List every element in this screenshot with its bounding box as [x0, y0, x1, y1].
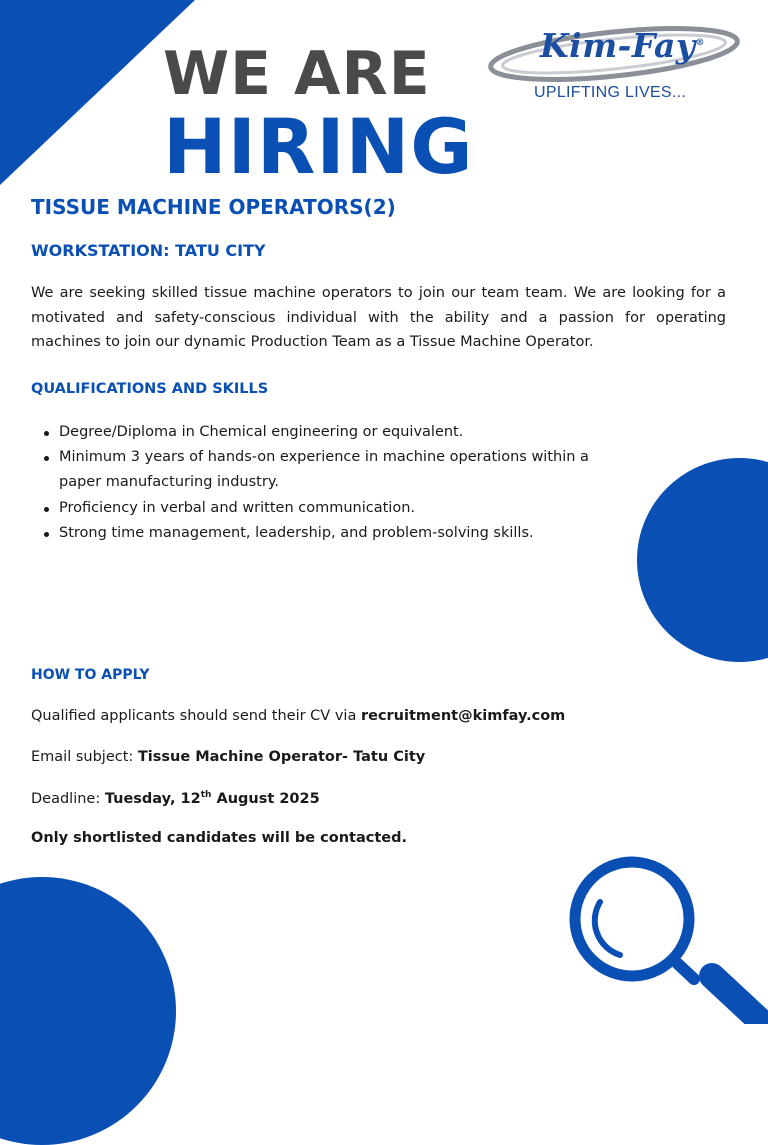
qualifications-list	[36, 420, 616, 546]
list-item	[36, 496, 616, 521]
bullet-dot-icon	[44, 532, 49, 537]
shortlist-note: Only shortlisted candidates will be contacted.	[31, 830, 408, 846]
job-title: TISSUE MACHINE OPERATORS(2)	[31, 195, 396, 219]
list-item-text: Proficiency in verbal and written communication.	[59, 499, 416, 516]
cv-instruction: Qualified applicants should send their CV via recruitment@kimfay.com	[31, 708, 566, 724]
job-intro-paragraph: We are seeking skilled tissue machine operators to join our team team. We are looking for a motivated and safety-conscious individual with the ability and a passion for operating machines to join our dynamic Production Team as a Tissue Machine Operator.	[31, 285, 726, 350]
bullet-dot-icon	[44, 507, 49, 512]
recruitment-email-link[interactable]: recruitment@kimfay.com	[360, 708, 566, 724]
deadline-line: Deadline: Tuesday, 12th August 2025	[31, 790, 320, 807]
workstation-heading: WORKSTATION: TATU CITY	[31, 241, 266, 260]
hero-line-hiring: HIRING	[163, 102, 474, 191]
email-subject-value: Tissue Machine Operator- Tatu City	[137, 749, 426, 765]
bullet-dot-icon	[44, 431, 49, 436]
deadline-value: Tuesday, 12th August 2025	[104, 790, 320, 807]
list-item	[36, 445, 616, 495]
list-item	[36, 420, 616, 445]
qualifications-heading: QUALIFICATIONS AND SKILLS	[31, 381, 269, 397]
company-logo	[486, 22, 742, 108]
magnifying-glass-icon	[560, 852, 768, 1024]
logo-tagline: UPLIFTING LIVES...	[534, 84, 687, 101]
list-item	[36, 521, 616, 546]
bullet-dot-icon	[44, 456, 49, 461]
bottom-circle-decoration	[0, 877, 176, 1145]
right-circle-decoration	[637, 458, 768, 662]
logo-wordmark: Kim-Fay®	[540, 26, 706, 65]
hero-line-we-are: WE ARE	[163, 39, 431, 109]
list-item-text: Strong time management, leadership, and problem-solving skills.	[59, 524, 534, 541]
list-item-text: Degree/Diploma in Chemical engineering or equivalent.	[59, 424, 464, 440]
how-to-apply-heading: HOW TO APPLY	[31, 667, 150, 683]
list-item-text: Minimum 3 years of hands-on experience in machine operations within a paper manufacturing industry.	[59, 449, 589, 491]
email-subject-line: Email subject: Tissue Machine Operator- Tatu City	[31, 749, 426, 765]
